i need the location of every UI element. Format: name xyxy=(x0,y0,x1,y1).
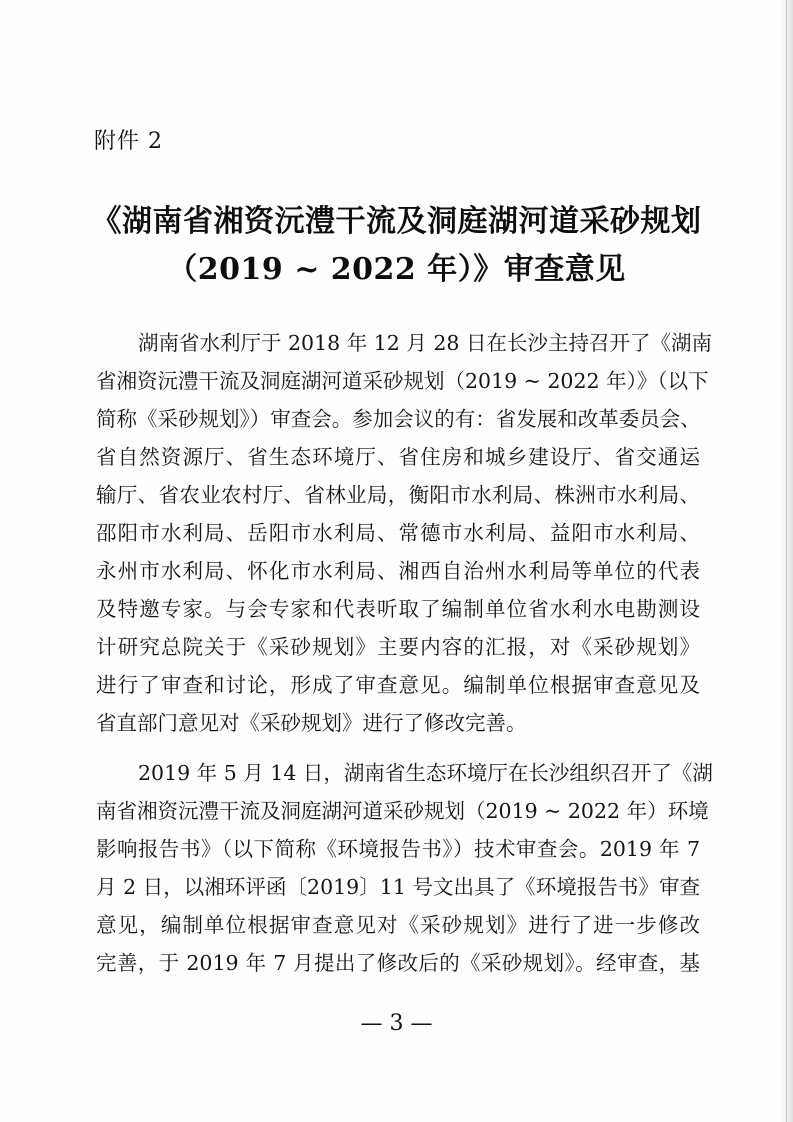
text-line: 简称《采砂规划》）审查会。参加会议的有：省发展和改革委员会、 xyxy=(96,407,701,431)
text-line: 省湘资沅澧干流及洞庭湖河道采砂规划（2019 ~ 2022 年）》（以下 xyxy=(96,369,709,393)
document-title-line-1: 《湖南省湘资沅澧干流及洞庭湖河道采砂规划 xyxy=(91,204,702,239)
text-line: 2019 年 5 月 14 日，湖南省生态环境厅在长沙组织召开了《湖 xyxy=(138,761,713,785)
text-line: 永州市水利局、怀化市水利局、湘西自治州水利局等单位的代表 xyxy=(96,559,700,583)
page-number: — 3 — xyxy=(360,1011,433,1036)
text-line: 省直部门意见对《采砂规划》进行了修改完善。 xyxy=(96,711,527,735)
document-title-line-2: （2019 ~ 2022 年）》审查意见 xyxy=(167,252,626,287)
attachment-label: 附件 2 xyxy=(94,129,163,154)
scan-edge-line xyxy=(786,0,787,1122)
text-line: 计研究总院关于《采砂规划》主要内容的汇报，对《采砂规划》 xyxy=(96,635,700,659)
text-line: 输厅、省农业农村厅、省林业局，衡阳市水利局、株洲市水利局、 xyxy=(96,483,700,507)
text-line: 影响报告书》（以下简称《环境报告书》）技术审查会。2019 年 7 xyxy=(96,837,700,861)
text-line: 及特邀专家。与会专家和代表听取了编制单位省水利水电勘测设 xyxy=(96,597,700,621)
text-line: 月 2 日，以湘环评函〔2019〕11 号文出具了《环境报告书》审查 xyxy=(96,875,700,899)
text-line: 完善，于 2019 年 7 月提出了修改后的《采砂规划》。经审查，基 xyxy=(96,951,700,975)
text-line: 邵阳市水利局、岳阳市水利局、常德市水利局、益阳市水利局、 xyxy=(96,521,700,545)
text-line: 进行了审查和讨论，形成了审查意见。编制单位根据审查意见及 xyxy=(96,673,700,697)
text-line: 意见，编制单位根据审查意见对《采砂规划》进行了进一步修改 xyxy=(96,913,700,937)
text-line: 南省湘资沅澧干流及洞庭湖河道采砂规划（2019 ~ 2022 年）环境 xyxy=(96,799,709,823)
text-line: 湖南省水利厅于 2018 年 12 月 28 日在长沙主持召开了《湖南 xyxy=(138,331,712,355)
text-line: 省自然资源厅、省生态环境厅、省住房和城乡建设厅、省交通运 xyxy=(96,445,700,469)
